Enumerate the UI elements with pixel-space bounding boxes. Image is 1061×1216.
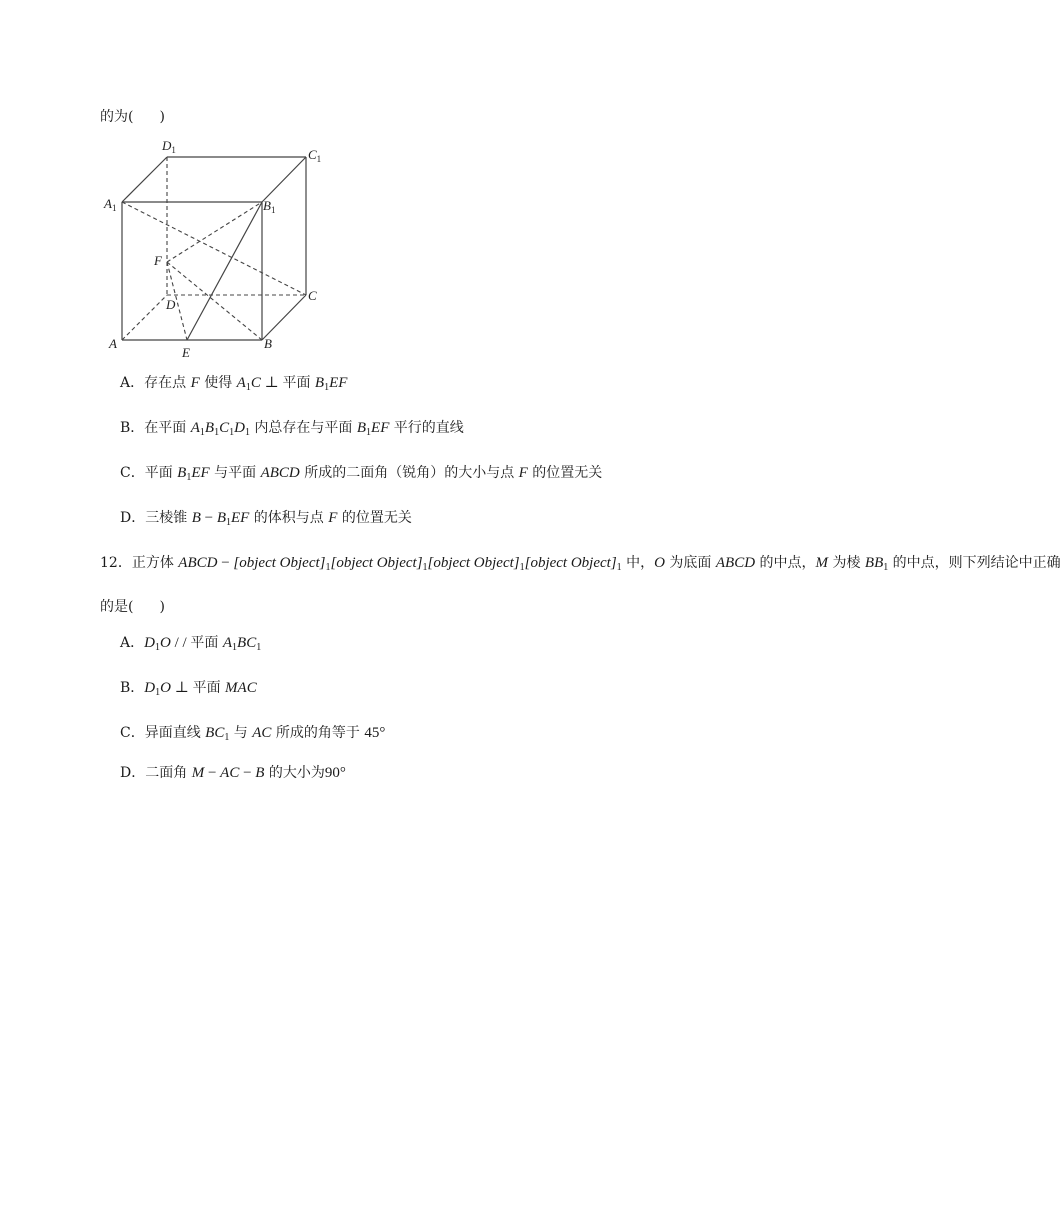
option-letter: A． (120, 635, 145, 651)
line-fb (167, 262, 262, 340)
question-number: 12． (100, 555, 132, 571)
edge-a1d1 (122, 157, 167, 202)
option-letter: C． (120, 465, 145, 481)
line-b1e (187, 202, 262, 340)
q11-option-b: B．在平面 $A_1B_1C_1D_1$ 内总存在与平面 $B_1EF$ 平行的直线 (120, 420, 464, 438)
label-b: B (264, 336, 272, 351)
label-a1: $A_1$ (104, 196, 117, 213)
q12-option-b: B．$D_1O$ ⊥ 平面 MAC (120, 680, 257, 698)
option-letter: B． (120, 420, 145, 436)
option-letter: D． (120, 765, 146, 781)
label-d: D (166, 297, 176, 312)
option-letter: C． (120, 725, 145, 741)
label-e: E (182, 345, 190, 360)
label-c1: $C_1$ (308, 147, 322, 164)
q12-stem-line1: 12．正方体 ABCD − [object $Object]_1[object$ $Object]_1[object$ $Object]_1[object$ $Object]_1$ 中，O 为底面 ABCD 的中点，M 为棱 $BB_1$ 的中点，则下列结论中正确 (100, 555, 1061, 573)
q12-stem-line2: 的是( ) (100, 599, 165, 615)
answer-paren-close: ) (159, 109, 165, 125)
question-tail-text: 的为( (100, 109, 134, 125)
cube-figure (100, 135, 340, 363)
edge-ad (122, 295, 167, 340)
line-a1c (122, 202, 306, 295)
q12-option-c: C．异面直线 $BC_1$ 与 AC 所成的角等于 45° (120, 725, 386, 743)
label-d1: $D_1$ (162, 138, 176, 155)
q12-option-a: A．$D_1O$ / / 平面 $A_1BC_1$ (120, 635, 262, 653)
q11-option-d: D．三棱锥 $B - B_1EF$ 的体积与点 F 的位置无关 (120, 510, 412, 528)
option-letter: B． (120, 680, 145, 696)
option-letter: D． (120, 510, 146, 526)
question-tail (100, 107, 165, 127)
edge-b1c1 (262, 157, 306, 202)
label-b1: $B_1$ (263, 198, 276, 215)
option-letter: A． (120, 375, 145, 391)
q12-option-d: D．二面角 M − AC − B 的大小为90° (120, 765, 346, 781)
label-f: F (154, 253, 162, 268)
label-a: A (109, 336, 117, 351)
label-c: C (308, 288, 317, 303)
q11-option-c: C．平面 $B_1EF$ 与平面 ABCD 所成的二面角（锐角）的大小与点 F 的位置无关 (120, 465, 603, 483)
q11-option-a: A．存在点 F 使得 $A_1C$ ⊥ 平面 $B_1EF$ (120, 375, 348, 393)
edge-bc (262, 295, 306, 340)
